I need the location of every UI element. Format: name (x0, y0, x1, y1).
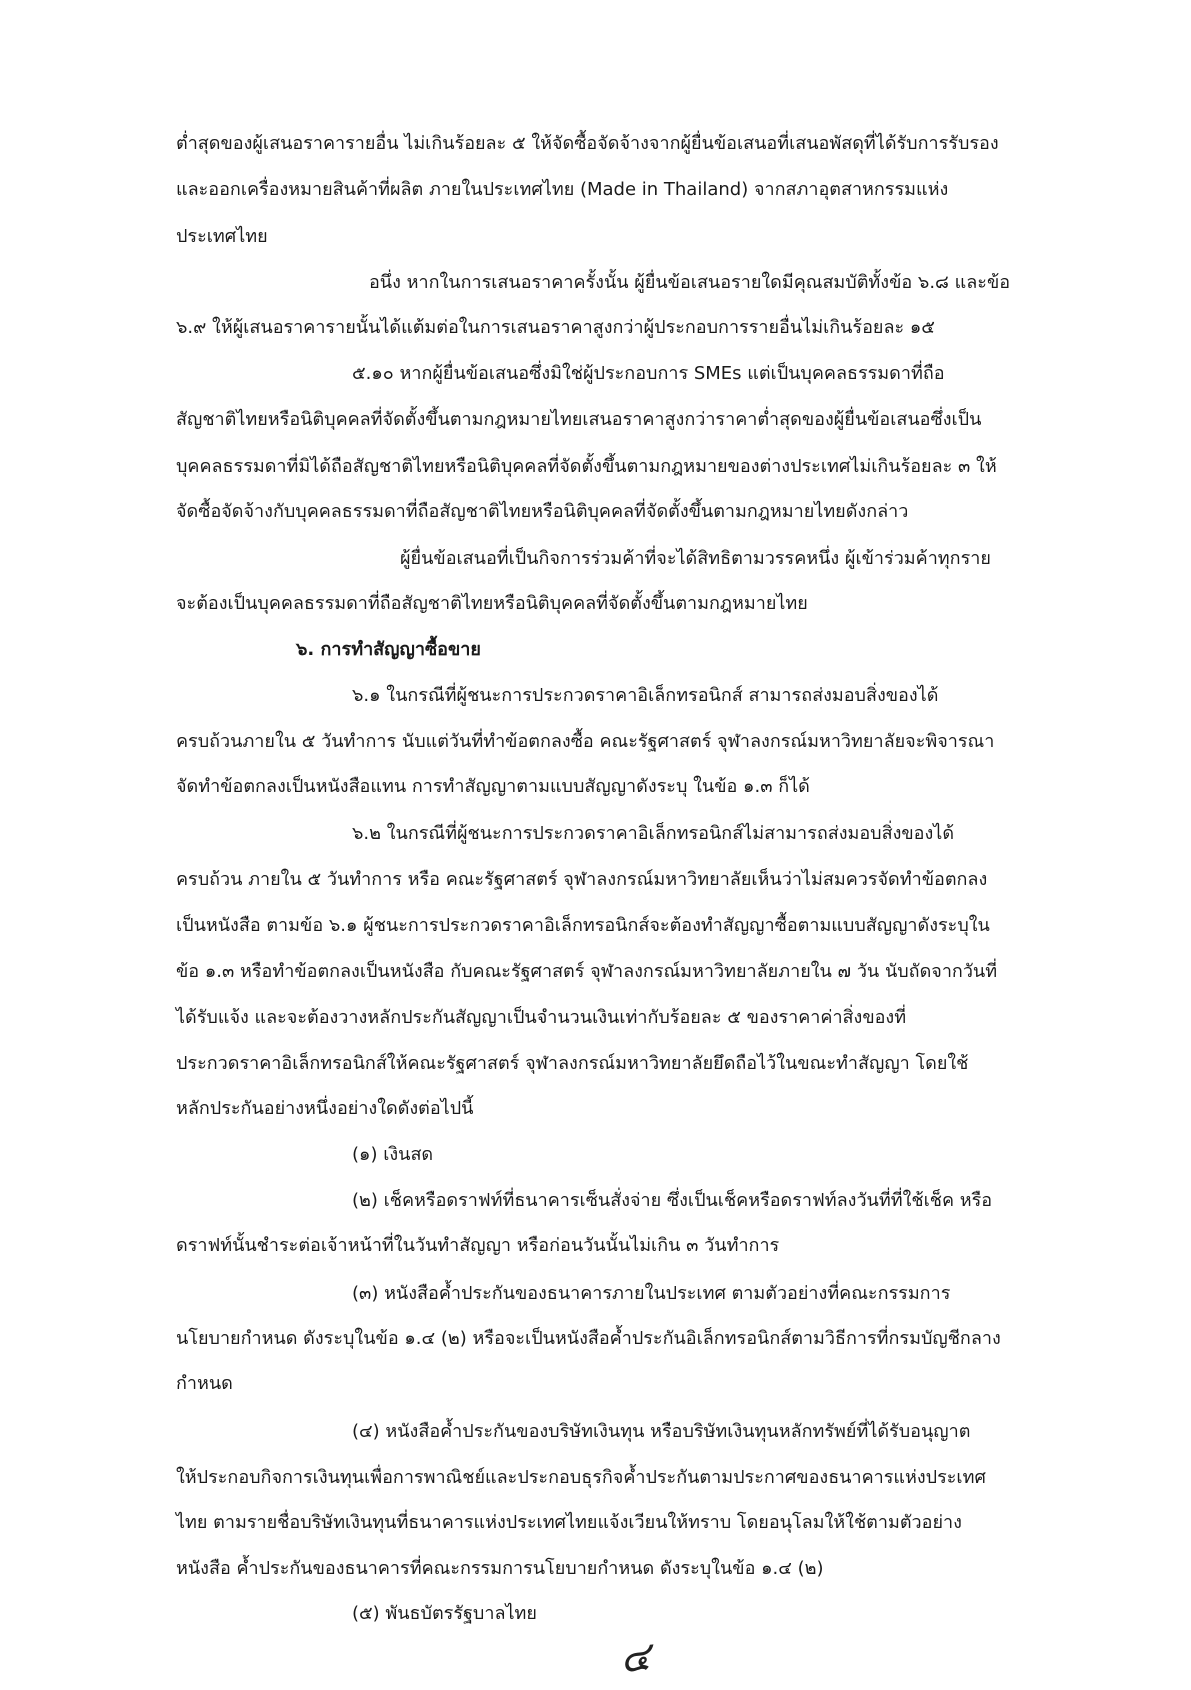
text-line: และออกเครื่องหมายสินค้าที่ผลิต ภายในประเทศไทย (Made in Thailand) จากสภาอุตสาหกรรมแห่ง (176, 179, 949, 200)
text-line: จะต้องเป็นบุคคลธรรมดาที่ถือสัญชาติไทยหรือนิติบุคคลที่จัดตั้งขึ้นตามกฎหมายไทย (176, 593, 808, 614)
text-line: ข้อ ๑.๓ หรือทำข้อตกลงเป็นหนังสือ กับคณะรัฐศาสตร์ จุฬาลงกรณ์มหาวิทยาลัยภายใน ๗ วัน นับถัดจากวันที่ (176, 961, 998, 982)
list-item-2: (๒) เช็คหรือดราฟท์ที่ธนาคารเซ็นสั่งจ่าย ซึ่งเป็นเช็คหรือดราฟท์ลงวันที่ที่ใช้เช็ค หรือ (352, 1190, 993, 1211)
text-line: บุคคลธรรมดาที่มิได้ถือสัญชาติไทยหรือนิติบุคคลที่จัดตั้งขึ้นตามกฎหมายของต่างประเทศไม่เกินร้อยละ ๓ ให้ (176, 456, 997, 477)
text-line: กำหนด (176, 1373, 233, 1394)
clause-6-2: ๖.๒ ในกรณีที่ผู้ชนะการประกวดราคาอิเล็กทรอนิกส์ไม่สามารถส่งมอบสิ่งของได้ (352, 823, 955, 844)
list-item-5: (๕) พันธบัตรรัฐบาลไทย (352, 1603, 537, 1624)
text-line: ๖.๙ ให้ผู้เสนอราคารายนั้นได้แต้มต่อในการเสนอราคาสูงกว่าผู้ประกอบการรายอื่นไม่เกินร้อยละ ๑๕ (176, 317, 935, 338)
text-line: เป็นหนังสือ ตามข้อ ๖.๑ ผู้ชนะการประกวดราคาอิเล็กทรอนิกส์จะต้องทำสัญญาซื้อตามแบบสัญญาดังระบุใน (176, 915, 990, 936)
clause-5-10: ๕.๑๐ หากผู้ยื่นข้อเสนอซึ่งมิใช่ผู้ประกอบการ SMEs แต่เป็นบุคคลธรรมดาที่ถือ (352, 363, 945, 384)
text-line: อนึ่ง หากในการเสนอราคาครั้งนั้น ผู้ยื่นข้อเสนอรายใดมีคุณสมบัติทั้งข้อ ๖.๘ และข้อ (369, 272, 1011, 293)
text-line: ต่ำสุดของผู้เสนอราคารายอื่น ไม่เกินร้อยละ ๕ ให้จัดซื้อจัดจ้างจากผู้ยื่นข้อเสนอที่เสนอพัสดุที่ได้รับการรับรอง (176, 133, 999, 154)
list-item-3: (๓) หนังสือค้ำประกันของธนาคารภายในประเทศ ตามตัวอย่างที่คณะกรรมการ (352, 1283, 951, 1304)
text-line: ประเทศไทย (176, 226, 268, 247)
text-line: หลักประกันอย่างหนึ่งอย่างใดดังต่อไปนี้ (176, 1098, 474, 1119)
page-number: ๔ (617, 1633, 653, 1683)
text-line: ครบถ้วน ภายใน ๕ วันทำการ หรือ คณะรัฐศาสตร์ จุฬาลงกรณ์มหาวิทยาลัยเห็นว่าไม่สมควรจัดทำข้อตกลง (176, 869, 988, 890)
text-line: จัดซื้อจัดจ้างกับบุคคลธรรมดาที่ถือสัญชาติไทยหรือนิติบุคคลที่จัดตั้งขึ้นตามกฎหมายไทยดังกล่าว (176, 501, 909, 522)
list-item-1: (๑) เงินสด (352, 1144, 434, 1165)
list-item-4: (๔) หนังสือค้ำประกันของบริษัทเงินทุน หรือบริษัทเงินทุนหลักทรัพย์ที่ได้รับอนุญาต (352, 1421, 971, 1442)
text-line: ครบถ้วนภายใน ๕ วันทำการ นับแต่วันที่ทำข้อตกลงซื้อ คณะรัฐศาสตร์ จุฬาลงกรณ์มหาวิทยาลัยจะพิจารณา (176, 731, 995, 752)
text-line: ให้ประกอบกิจการเงินทุนเพื่อการพาณิชย์และประกอบธุรกิจค้ำประกันตามประกาศของธนาคารแห่งประเทศ (176, 1467, 986, 1488)
text-line: นโยบายกำหนด ดังระบุในข้อ ๑.๔ (๒) หรือจะเป็นหนังสือค้ำประกันอิเล็กทรอนิกส์ตามวิธีการที่กรมบัญชีกลาง (176, 1328, 1001, 1349)
section-heading: ๖. การทำสัญญาซื้อขาย (296, 639, 481, 660)
text-line: ไทย ตามรายชื่อบริษัทเงินทุนที่ธนาคารแห่งประเทศไทยแจ้งเวียนให้ทราบ โดยอนุโลมให้ใช้ตามตัวอย่าง (176, 1512, 962, 1533)
text-line: สัญชาติไทยหรือนิติบุคคลที่จัดตั้งขึ้นตามกฎหมายไทยเสนอราคาสูงกว่าราคาต่ำสุดของผู้ยื่นข้อเสนอซึ่งเป็น (176, 409, 982, 430)
text-line: ได้รับแจ้ง และจะต้องวางหลักประกันสัญญาเป็นจำนวนเงินเท่ากับร้อยละ ๕ ของราคาค่าสิ่งของที่ (176, 1007, 907, 1028)
text-line: ผู้ยื่นข้อเสนอที่เป็นกิจการร่วมค้าที่จะได้สิทธิตามวรรคหนึ่ง ผู้เข้าร่วมค้าทุกราย (400, 548, 991, 569)
text-line: หนังสือ ค้ำประกันของธนาคารที่คณะกรรมการนโยบายกำหนด ดังระบุในข้อ ๑.๔ (๒) (176, 1558, 824, 1579)
clause-6-1: ๖.๑ ในกรณีที่ผู้ชนะการประกวดราคาอิเล็กทรอนิกส์ สามารถส่งมอบสิ่งของได้ (352, 685, 939, 706)
text-line: ประกวดราคาอิเล็กทรอนิกส์ให้คณะรัฐศาสตร์ จุฬาลงกรณ์มหาวิทยาลัยยึดถือไว้ในขณะทำสัญญา โดยใช้ (176, 1053, 969, 1074)
text-line: ดราฟท์นั้นชำระต่อเจ้าหน้าที่ในวันทำสัญญา หรือก่อนวันนั้นไม่เกิน ๓ วันทำการ (176, 1235, 780, 1256)
text-line: จัดทำข้อตกลงเป็นหนังสือแทน การทำสัญญาตามแบบสัญญาดังระบุ ในข้อ ๑.๓ ก็ได้ (176, 776, 810, 797)
